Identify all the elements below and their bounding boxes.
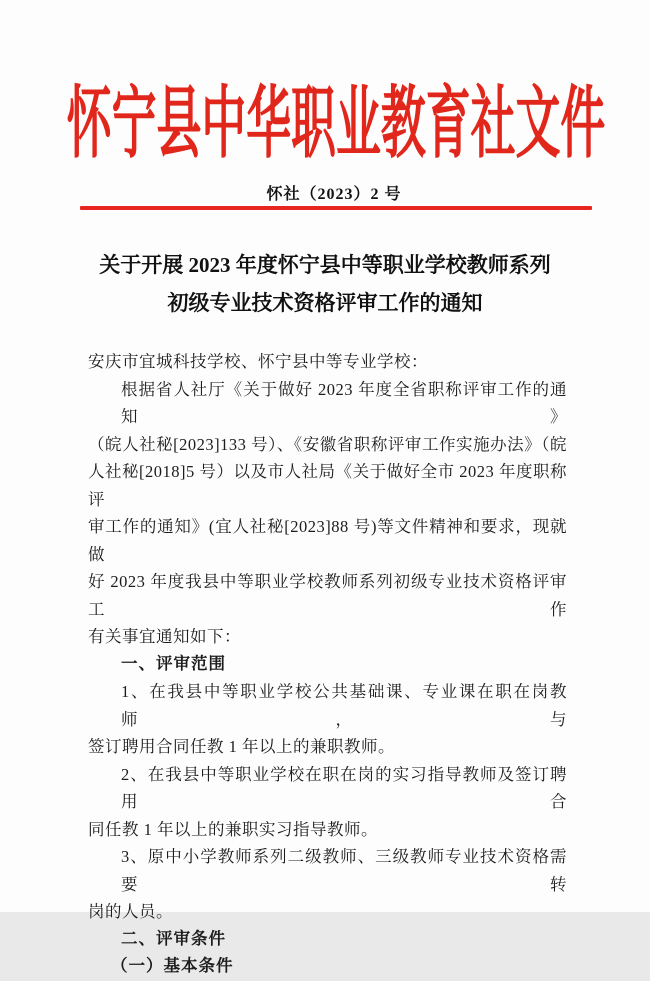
- intro-paragraph-line-1: 根据省人社厅《关于做好 2023 年度全省职称评审工作的通知》: [121, 379, 567, 426]
- salutation: 安庆市宜城科技学校、怀宁县中等专业学校：: [88, 352, 428, 371]
- doc-title-line1: 关于开展 2023 年度怀宁县中等职业学校教师系列: [99, 253, 551, 277]
- scope-item-3-line-2: 岗的人员。: [88, 902, 173, 921]
- scope-item-2-line-1: 2、在我县中等职业学校在职在岗的实习指导教师及签订聘用合: [121, 764, 567, 811]
- scope-item-2-line-2: 同任教 1 年以上的兼职实习指导教师。: [88, 819, 378, 839]
- document-body: [88, 348, 567, 981]
- subsection-heading-basic-conditions: （一）基本条件: [111, 957, 234, 975]
- intro-paragraph-line-6: 有关事宜通知如下：: [88, 627, 241, 646]
- scope-item-1-line-1: 1、在我县中等职业学校公共基础课、专业课在职在岗教师，与: [121, 682, 567, 729]
- red-divider-rule: [80, 206, 592, 210]
- section-heading-scope: 一、评审范围: [121, 654, 226, 673]
- org-masthead-title: 怀宁县中华职业教育社文件: [66, 80, 606, 168]
- intro-paragraph-line-5: 好 2023 年度我县中等职业学校教师系列初级专业技术资格评审工作: [88, 572, 567, 619]
- section-heading-conditions: 二、评审条件: [121, 929, 226, 948]
- doc-number: 怀社（2023）2 号: [266, 186, 402, 203]
- doc-title: [0, 246, 650, 322]
- scope-item-3-line-1: 3、原中小学教师系列二级教师、三级教师专业技术资格需要转: [121, 847, 567, 894]
- intro-paragraph-line-4: 审工作的通知》(宜人社秘[2023]88 号)等文件精神和要求，现就做: [88, 517, 567, 564]
- org-masthead: [0, 66, 650, 166]
- intro-paragraph-line-3: 人社秘[2018]5 号）以及市人社局《关于做好全市 2023 年度职称评: [88, 462, 567, 509]
- scope-item-1-line-2: 签订聘用合同任教 1 年以上的兼职教师。: [88, 737, 395, 756]
- intro-paragraph-line-2: （皖人社秘[2023]133 号）、《安徽省职称评审工作实施办法》（皖: [88, 434, 567, 454]
- doc-title-line2: 初级专业技术资格评审工作的通知: [167, 291, 483, 315]
